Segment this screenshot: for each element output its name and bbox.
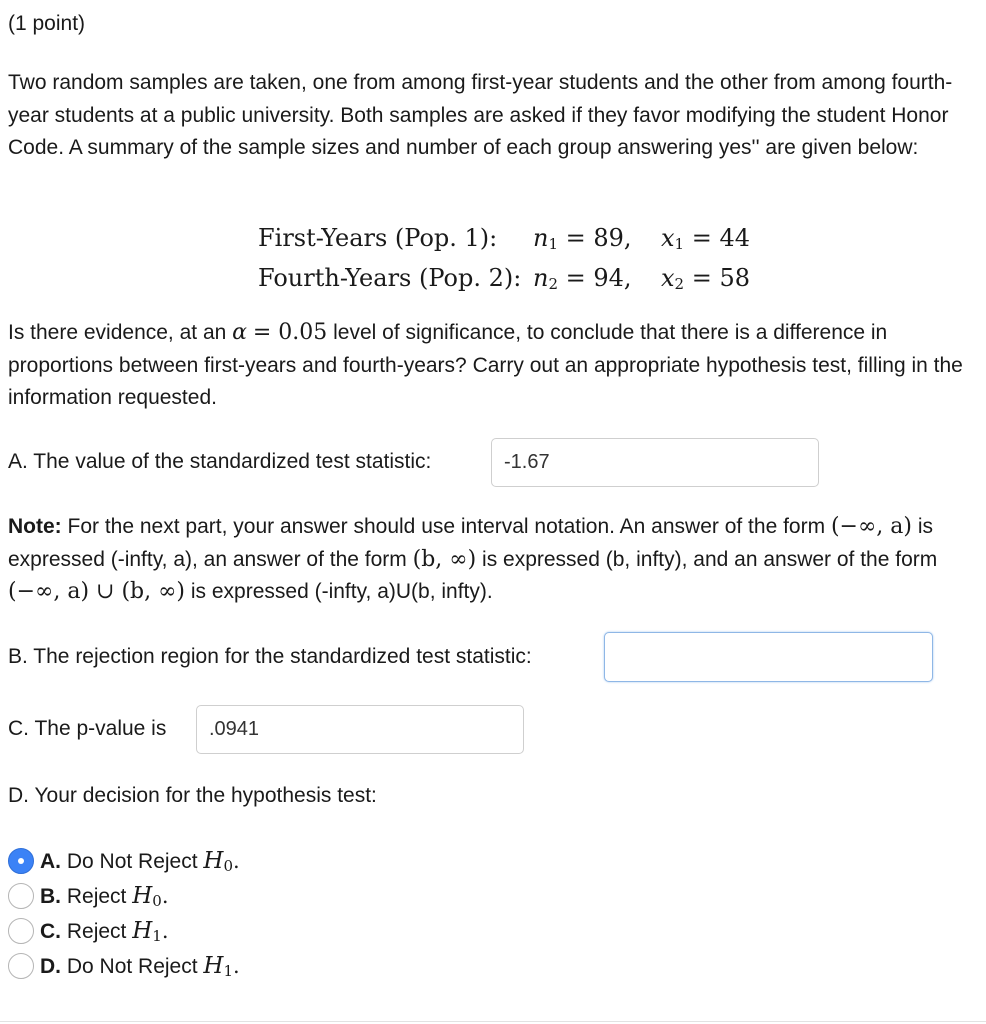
note-math-right-interval: (b, ∞) bbox=[412, 546, 477, 572]
option-c-label: C. Reject $H_1$. bbox=[40, 918, 169, 945]
p-value-input[interactable]: .0941 bbox=[196, 705, 524, 754]
part-a-label: A. The value of the standardized test statistic: bbox=[8, 450, 432, 473]
alpha-symbol: α bbox=[232, 320, 248, 345]
radio-option-d[interactable] bbox=[8, 953, 34, 979]
row1-label: First-Years (Pop. 1): bbox=[258, 224, 498, 252]
alpha-value: = 0.05 bbox=[252, 320, 328, 345]
part-b-label: B. The rejection region for the standardized test statistic: bbox=[8, 645, 532, 668]
interval-note: Note: For the next part, your answer should use interval notation. An answer of the form (−∞, a) is expressed (-infty, a), an answer of the form (b, ∞) is expressed (b, infty), and an answer of the form (−∞, a) ∪ (b, ∞) is expressed (-infty, a)U(b, infty). bbox=[8, 514, 938, 604]
row2-n: $n_2 = 94$, bbox=[533, 264, 632, 293]
row1-x: $x_1 = 44$ bbox=[661, 224, 751, 253]
radio-option-a[interactable] bbox=[8, 848, 34, 874]
note-math-union: (−∞, a) ∪ (b, ∞) bbox=[8, 579, 186, 604]
note-math-left-interval: (−∞, a) bbox=[830, 514, 912, 539]
test-statistic-input[interactable]: -1.67 bbox=[491, 438, 819, 487]
part-d-label: D. Your decision for the hypothesis test: bbox=[8, 784, 377, 807]
option-a-label: A. Do Not Reject $H_0$. bbox=[40, 848, 240, 875]
row2-x: $x_2 = 58$ bbox=[661, 264, 751, 293]
row1-n: $n_1 = 89$, bbox=[533, 224, 632, 253]
bottom-divider bbox=[0, 1021, 986, 1022]
radio-option-c[interactable] bbox=[8, 918, 34, 944]
rejection-region-input[interactable] bbox=[604, 632, 933, 682]
problem-intro: Two random samples are taken, one from among first-year students and the other from among fourth-year students at a public university. Both samples are asked if they favor modifying the student Honor Code. A summary of the sample sizes and number of each group answering yes'' are given below: bbox=[8, 71, 953, 159]
radio-option-b[interactable] bbox=[8, 883, 34, 909]
question-text: Is there evidence, at an α = 0.05 level of significance, to conclude that there is a difference in proportions between first-years and fourth-years? Carry out an appropriate hypothesis test, filling in the information requested. bbox=[8, 320, 963, 409]
option-b-label: B. Reject $H_0$. bbox=[40, 883, 169, 910]
option-d-label: D. Do Not Reject $H_1$. bbox=[40, 953, 240, 980]
row2-label: Fourth-Years (Pop. 2): bbox=[258, 264, 522, 292]
points-label: (1 point) bbox=[8, 12, 86, 35]
part-c-label: C. The p-value is bbox=[8, 717, 167, 740]
